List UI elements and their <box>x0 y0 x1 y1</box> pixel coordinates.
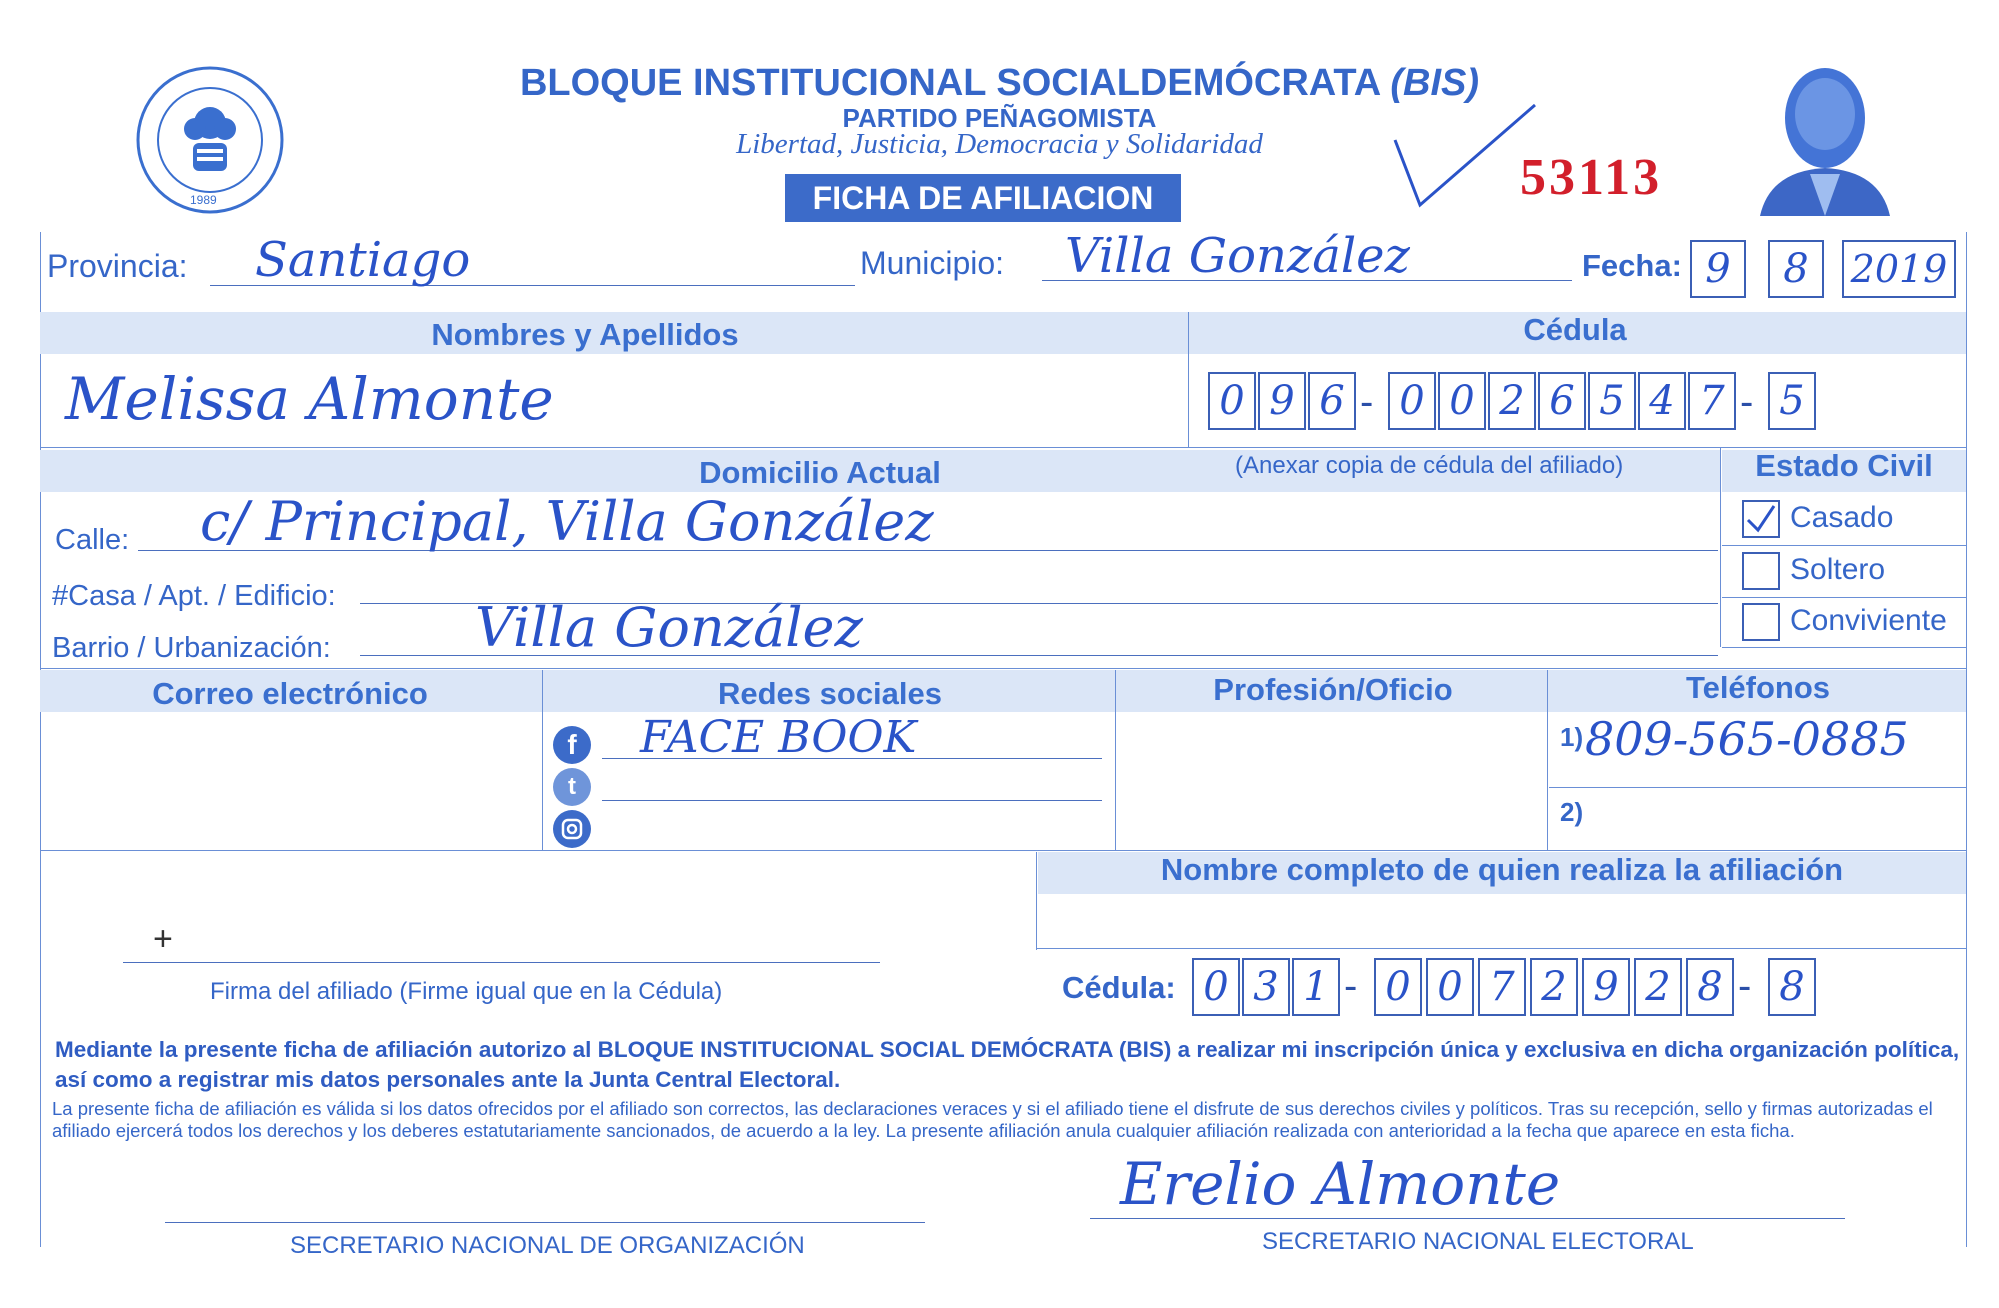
civil-row-line-3 <box>1722 647 1966 648</box>
cedula-box-row <box>1208 372 1958 432</box>
frame-right <box>1966 232 1967 1247</box>
conviviente-checkbox[interactable] <box>1742 603 1780 641</box>
form-title: FICHA DE AFILIACION <box>785 174 1181 222</box>
check-mark-doodle <box>1390 100 1540 210</box>
fecha-label: Fecha: <box>1582 248 1682 283</box>
cedula-digit-7[interactable]: 6 <box>1538 372 1586 430</box>
sec-electoral-caption: SECRETARIO NACIONAL ELECTORAL <box>1262 1228 1694 1255</box>
seal-year: 1989 <box>190 193 217 207</box>
social-header: Redes sociales <box>717 676 943 711</box>
profession-header: Profesión/Oficio <box>1213 672 1453 707</box>
phone2-label: 2) <box>1560 797 1584 827</box>
barrio-label: Barrio / Urbanización: <box>52 632 331 664</box>
affiliate-signature-line <box>123 962 880 963</box>
provincia-value[interactable]: Santiago <box>255 232 471 288</box>
party-name: PARTIDO PEÑAGOMISTA <box>842 103 1157 133</box>
check-icon <box>1744 502 1778 536</box>
motto: Libertad, Justicia, Democracia y Solidaridad <box>736 128 1263 160</box>
cedula-digit-8[interactable]: 5 <box>1588 372 1636 430</box>
civil-row-line-2 <box>1722 597 1966 598</box>
sec-org-line <box>165 1222 925 1223</box>
frame-left <box>40 232 41 1247</box>
municipio-label: Municipio: <box>860 245 1005 281</box>
aff-cedula-digit-9[interactable]: 2 <box>1634 958 1682 1016</box>
affiliate-signature-mark: + <box>153 920 173 958</box>
casa-label: #Casa / Apt. / Edificio: <box>52 580 336 612</box>
aff-cedula-digit-11[interactable]: 8 <box>1768 958 1816 1016</box>
municipio-value[interactable]: Villa González <box>1065 228 1410 284</box>
sec-electoral-signature: Erelio Almonte <box>1120 1150 1561 1218</box>
aff-cedula-digit-5[interactable]: 0 <box>1426 958 1474 1016</box>
aff-cedula-digit-4[interactable]: 0 <box>1374 958 1422 1016</box>
row3-bottom <box>40 850 1966 851</box>
row2-bottom <box>40 668 1966 669</box>
cedula-dash-1: - <box>1360 380 1374 424</box>
aff-cedula-dash-1: - <box>1344 964 1358 1008</box>
aff-cedula-digit-10[interactable]: 8 <box>1686 958 1734 1016</box>
email-header: Correo electrónico <box>152 676 428 711</box>
affiliate-signature-caption: Firma del afiliado (Firme igual que en la Cédula) <box>210 978 723 1005</box>
affiliator-cedula-row <box>1192 958 1972 1018</box>
contact-divider-1 <box>542 670 543 850</box>
legal-bold-text: Mediante la presente ficha de afiliación autorizo al BLOQUE INSTITUCIONAL SOCIAL DEMÓCRATA (BIS) a realizar mi inscripción única y exclusiva en dicha organización política, así como a registrar mis datos personales ante la Junta Central Electoral. <box>55 1037 1960 1092</box>
cedula-digit-6[interactable]: 2 <box>1488 372 1536 430</box>
fecha-year-box[interactable]: 2019 <box>1842 240 1956 298</box>
sec-org-caption: SECRETARIO NACIONAL DE ORGANIZACIÓN <box>290 1232 805 1259</box>
identity-divider <box>1188 312 1189 447</box>
civil-divider <box>1720 447 1721 647</box>
cedula-digit-11[interactable]: 5 <box>1768 372 1816 430</box>
leader-portrait <box>1750 56 1900 216</box>
casado-checkbox[interactable] <box>1742 500 1780 538</box>
name-value[interactable]: Melissa Almonte <box>65 365 554 433</box>
serial-number: 53113 <box>1520 149 1663 206</box>
civil-header: Estado Civil <box>1755 448 1933 483</box>
aff-cedula-digit-8[interactable]: 9 <box>1582 958 1630 1016</box>
facebook-icon[interactable]: f <box>553 726 591 764</box>
casado-label: Casado <box>1790 501 1894 534</box>
cedula-digit-1[interactable]: 0 <box>1208 372 1256 430</box>
affiliator-divider <box>1036 852 1037 950</box>
facebook-value[interactable]: FACE BOOK <box>640 712 917 763</box>
cedula-dash-2: - <box>1740 380 1754 424</box>
org-abbr: (BIS) <box>1390 62 1480 104</box>
org-name-text: BLOQUE INSTITUCIONAL SOCIALDEMÓCRATA <box>519 62 1380 104</box>
conviviente-label: Conviviente <box>1790 604 1947 637</box>
cedula-digit-5[interactable]: 0 <box>1438 372 1486 430</box>
name-header: Nombres y Apellidos <box>431 317 739 352</box>
aff-cedula-dash-2: - <box>1738 964 1752 1008</box>
cedula-digit-2[interactable]: 9 <box>1258 372 1306 430</box>
phones-header: Teléfonos <box>1685 670 1831 705</box>
phone1-value[interactable]: 809-565-0885 <box>1585 712 1909 766</box>
calle-label: Calle: <box>55 524 130 556</box>
soltero-label: Soltero <box>1790 553 1886 586</box>
aff-cedula-digit-6[interactable]: 7 <box>1478 958 1526 1016</box>
cedula-header: Cédula <box>1523 312 1627 347</box>
barrio-value[interactable]: Villa González <box>475 596 863 659</box>
cedula-digit-4[interactable]: 0 <box>1388 372 1436 430</box>
phone-divider <box>1549 787 1966 788</box>
affiliator-cedula-label: Cédula: <box>1062 970 1176 1005</box>
provincia-label: Provincia: <box>47 248 188 284</box>
aff-cedula-digit-2[interactable]: 3 <box>1242 958 1290 1016</box>
contact-divider-2 <box>1115 670 1116 850</box>
civil-row-line-1 <box>1722 545 1966 546</box>
cedula-note: (Anexar copia de cédula del afiliado) <box>1235 452 1624 479</box>
phone1-label: 1) <box>1560 722 1584 752</box>
address-header: Domicilio Actual <box>699 455 941 490</box>
contact-divider-3 <box>1547 670 1548 850</box>
aff-cedula-digit-3[interactable]: 1 <box>1292 958 1340 1016</box>
twitter-icon[interactable]: t <box>553 768 591 806</box>
sec-electoral-line <box>1090 1218 1845 1219</box>
twitter-line <box>602 800 1102 801</box>
calle-value[interactable]: c/ Principal, Villa González <box>200 490 934 553</box>
row1-bottom <box>40 447 1966 448</box>
org-name <box>0 62 1999 105</box>
cedula-digit-10[interactable]: 7 <box>1688 372 1736 430</box>
cedula-digit-9[interactable]: 4 <box>1638 372 1686 430</box>
fecha-month-box[interactable]: 8 <box>1768 240 1824 298</box>
instagram-icon[interactable] <box>553 810 591 848</box>
cedula-digit-3[interactable]: 6 <box>1308 372 1356 430</box>
affiliator-header: Nombre completo de quien realiza la afiliación <box>1160 852 1844 887</box>
aff-cedula-digit-7[interactable]: 2 <box>1530 958 1578 1016</box>
legal-small-text: La presente ficha de afiliación es válida si los datos ofrecidos por el afiliado son correctos, las declaraciones veraces y si el afiliado tiene el disfrute de sus derechos civiles y políticos. Tras su recepción, sello y firmas autorizadas el afiliado ejercerá todos los derechos y los deberes estatutariamente sancionados, de acuerdo a la ley. La presente afiliación anula cualquier afiliación realizada con anterioridad a la fecha que aparece en esta ficha. <box>52 1098 1933 1141</box>
fecha-day-box[interactable]: 9 <box>1690 240 1746 298</box>
aff-cedula-digit-1[interactable]: 0 <box>1192 958 1240 1016</box>
affiliator-bottom <box>1036 948 1966 949</box>
soltero-checkbox[interactable] <box>1742 552 1780 590</box>
